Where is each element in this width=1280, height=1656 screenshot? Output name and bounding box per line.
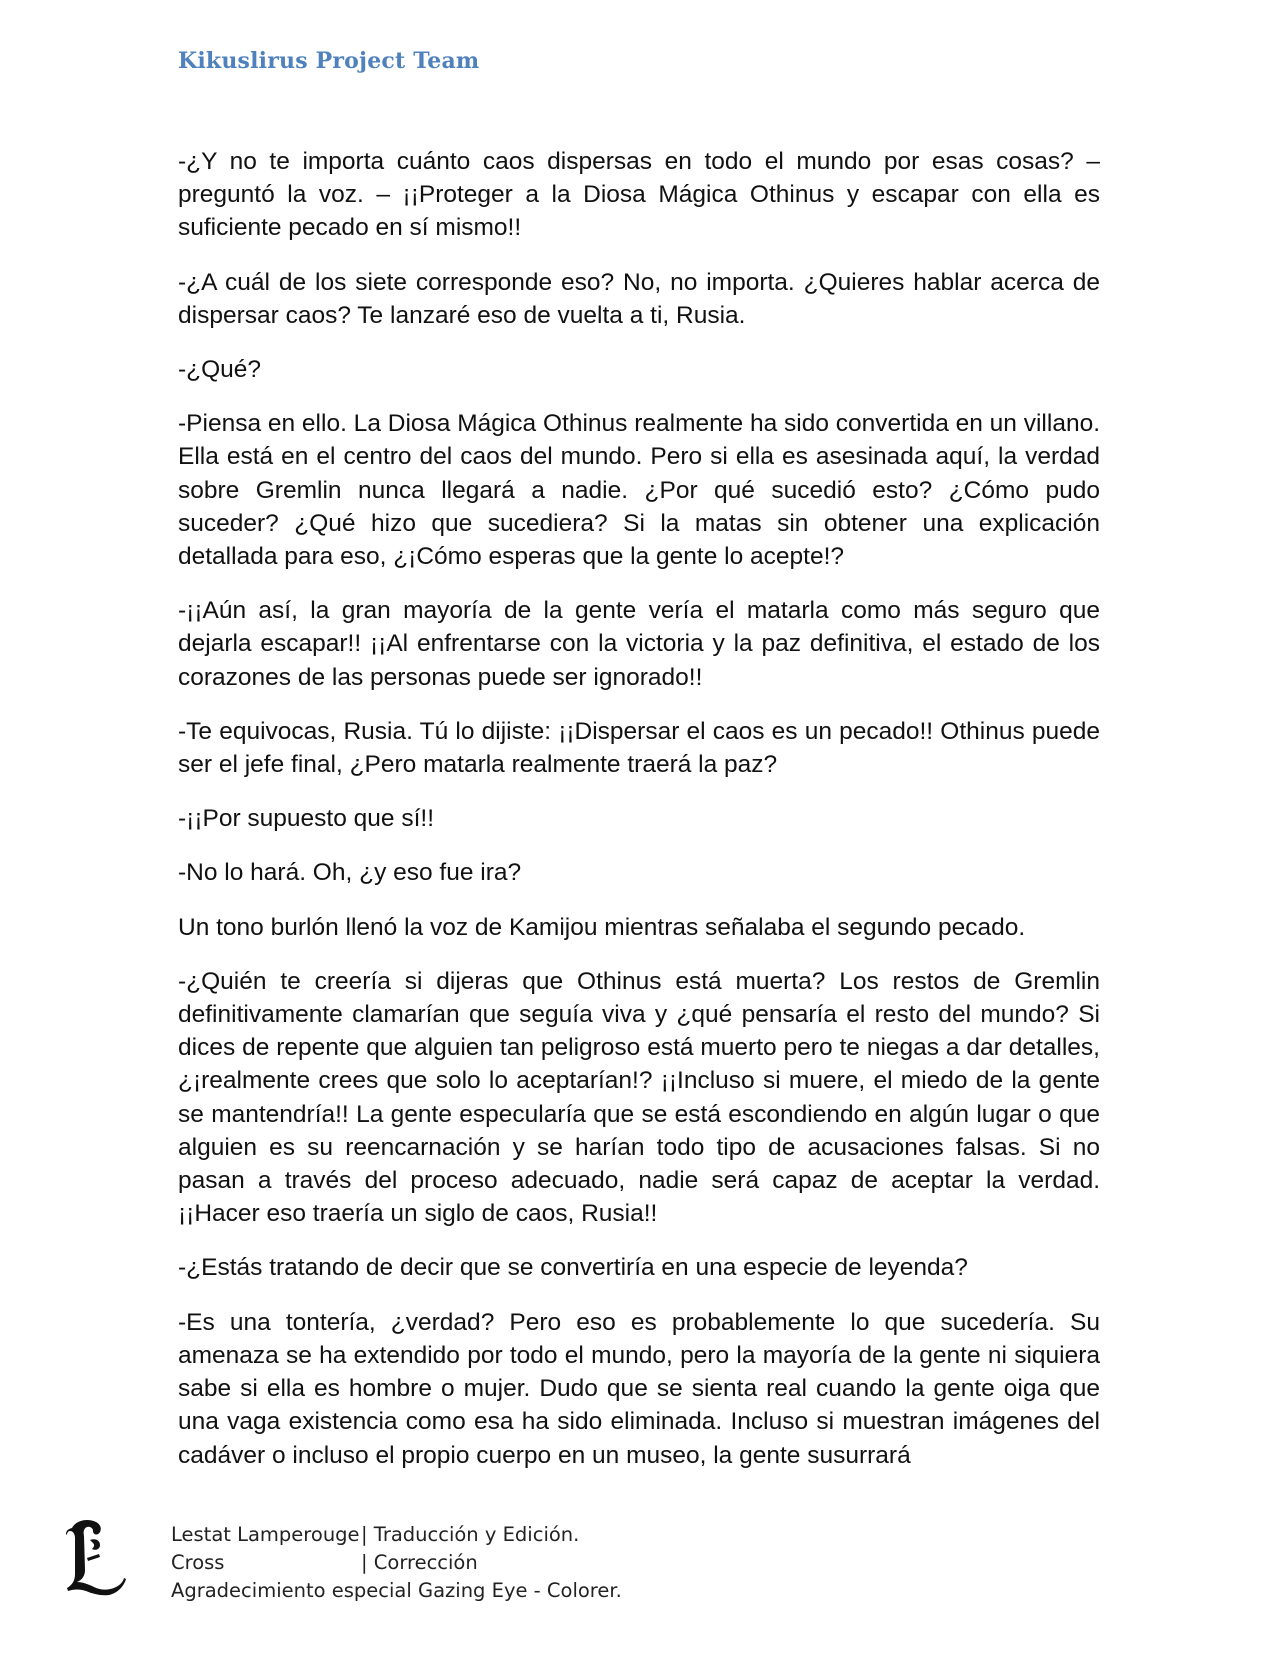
paragraph: -¿A cuál de los siete corresponde eso? No, no importa. ¿Quieres hablar acerca de dispersar caos? Te lanzaré eso de vuelta a ti, Rusia.	[178, 268, 1100, 329]
paragraph: -¡¡Aún así, la gran mayoría de la gente vería el matarla como más seguro que dejarla escapar!! ¡¡Al enfrentarse con la victoria y la paz definitiva, el estado de los corazones de las personas puede ser ignorado!!	[178, 597, 1100, 691]
footer-credits	[171, 1521, 622, 1605]
paragraph: -Es una tontería, ¿verdad? Pero eso es probablemente lo que sucedería. Su amenaza se ha extendido por todo el mundo, pero la mayoría de la gente ni siquiera sabe si ella es hombre o mujer. Dudo que se sienta real cuando la gente oiga que una vaga existencia como esa ha sido eliminada. Incluso si muestran imágenes del cadáver o incluso el propio cuerpo en un museo, la gente susurrará	[178, 1308, 1100, 1469]
footer-credit-role: | Corrección	[361, 1551, 478, 1574]
paragraph: -¡¡Por supuesto que sí!!	[178, 805, 435, 833]
paragraph: -Te equivocas, Rusia. Tú lo dijiste: ¡¡Dispersar el caos es un pecado!! Othinus puede ser el jefe final, ¿Pero matarla realmente traerá la paz?	[178, 717, 1100, 779]
paragraph: -Piensa en ello. La Diosa Mágica Othinus realmente ha sido convertida en un villano. Ella está en el centro del caos del mundo. Pero si ella es asesinada aquí, la verdad sobre Gremlin nunca llegará a nadie. ¿Por qué sucedió esto? ¿Cómo pudo suceder? ¿Qué hizo que sucediera? Si la matas sin obtener una explicación detallada para eso, ¿¡Cómo esperas que la gente lo acepte!?	[178, 410, 1101, 571]
footer-credit-row	[171, 1521, 622, 1549]
footer-credit-name: Lestat Lamperouge	[171, 1523, 360, 1546]
paragraph: -¿Estás tratando de decir que se convertiría en una especie de leyenda?	[178, 1254, 968, 1282]
gothic-l-logo-icon	[66, 1518, 126, 1596]
paragraph: Un tono burlón llenó la voz de Kamijou mientras señalaba el segundo pecado.	[178, 913, 1026, 941]
document-body	[178, 145, 1100, 1472]
footer-credit-name: Cross	[171, 1551, 225, 1574]
footer-credit-role: | Traducción y Edición.	[361, 1523, 580, 1546]
footer-special-thanks: Agradecimiento especial Gazing Eye - Colorer.	[171, 1579, 622, 1602]
paragraph: -¿Y no te importa cuánto caos dispersas en todo el mundo por esas cosas? – preguntó la voz. – ¡¡Proteger a la Diosa Mágica Othinus y escapar con ella es suficiente pecado en sí mismo!!	[178, 148, 1100, 242]
paragraph: -¿Quién te creería si dijeras que Othinus está muerta? Los restos de Gremlin definitivamente clamarían que seguía viva y ¿qué pensaría el resto del mundo? Si dices de repente que alguien tan peligroso está muerto pero te niegas a dar detalles, ¿¡realmente crees que solo lo aceptarían!? ¡¡Incluso si muere, el miedo de la gente se mantendría!! La gente especularía que se está escondiendo en algún lugar o que alguien es su reencarnación y se harían todo tipo de acusaciones falsas. Si no pasan a través del proceso adecuado, nadie será capaz de aceptar la verdad. ¡¡Hacer eso traería un siglo de caos, Rusia!!	[178, 967, 1100, 1228]
paragraph: -¿Qué?	[178, 356, 262, 384]
footer-credit-row	[171, 1549, 622, 1577]
paragraph: -No lo hará. Oh, ¿y eso fue ira?	[178, 859, 522, 887]
page-header-title: Kikuslirus Project Team	[178, 48, 480, 74]
